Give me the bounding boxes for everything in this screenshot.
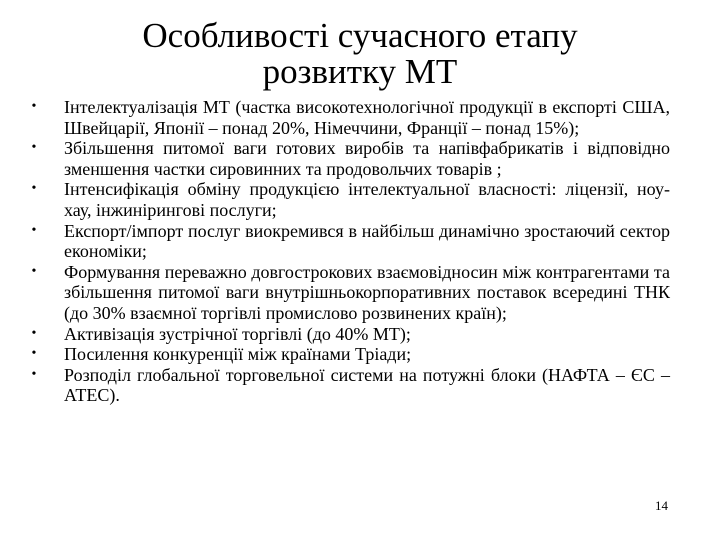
slide-title <box>60 18 660 90</box>
slide-title-line-2: розвитку МТ <box>262 52 458 91</box>
bullet-list <box>28 97 670 406</box>
bullet-item-services-trade <box>28 221 670 262</box>
bullet-text: Посилення конкуренції між країнами Тріади; <box>64 344 412 365</box>
bullet-icon: • <box>31 181 37 197</box>
bullet-text: Формування переважно довгострокових взаємовідносин між контрагентами та збільшення питомої ваги внутрішньокорпоративних поставок всередині ТНК (до 30% взаємної торгівлі промислово розвинених країн); <box>64 261 670 323</box>
bullet-item-ip-exchange <box>28 179 670 220</box>
bullet-text: Експорт/імпорт послуг виокремився в найбільш динамічно зростаючий сектор економіки; <box>64 220 670 262</box>
bullet-icon: • <box>31 222 37 238</box>
bullet-text: Інтенсифікація обміну продукцією інтелектуальної власності: ліцензії, ноу-хау, інжинірингові послуги; <box>64 179 670 220</box>
bullet-text: Збільшення питомої ваги готових виробів та напівфабрикатів і відповідно зменшення частки сировинних та продовольчих товарів ; <box>64 138 670 179</box>
bullet-item-trade-blocks <box>28 365 670 406</box>
bullet-item-triad-competition <box>28 344 670 365</box>
slide-title-line-1: Особливості сучасного етапу <box>142 16 578 55</box>
page-number: 14 <box>655 498 668 513</box>
bullet-item-finished-goods <box>28 138 670 179</box>
bullet-text: Інтелектуалізація МТ (частка високотехнологічної продукції в експорті США, Швейцарії, Японії – понад 20%, Німеччини, Франції – понад 15%); <box>64 97 670 138</box>
bullet-icon: • <box>31 366 37 382</box>
bullet-icon: • <box>31 263 37 279</box>
bullet-icon: • <box>31 99 37 114</box>
bullet-item-counter-trade <box>28 324 670 345</box>
bullet-text: Активізація зустрічної торгівлі (до 40% МТ); <box>64 323 411 344</box>
bullet-text: Розподіл глобальної торговельної системи на потужні блоки (НАФТА – ЄС – АТЕС). <box>64 364 670 406</box>
bullet-icon: • <box>31 325 37 341</box>
bullet-icon: • <box>31 140 37 156</box>
bullet-item-long-term-relations <box>28 262 670 324</box>
bullet-item-intellectualization <box>28 97 670 138</box>
bullet-icon: • <box>31 346 37 362</box>
